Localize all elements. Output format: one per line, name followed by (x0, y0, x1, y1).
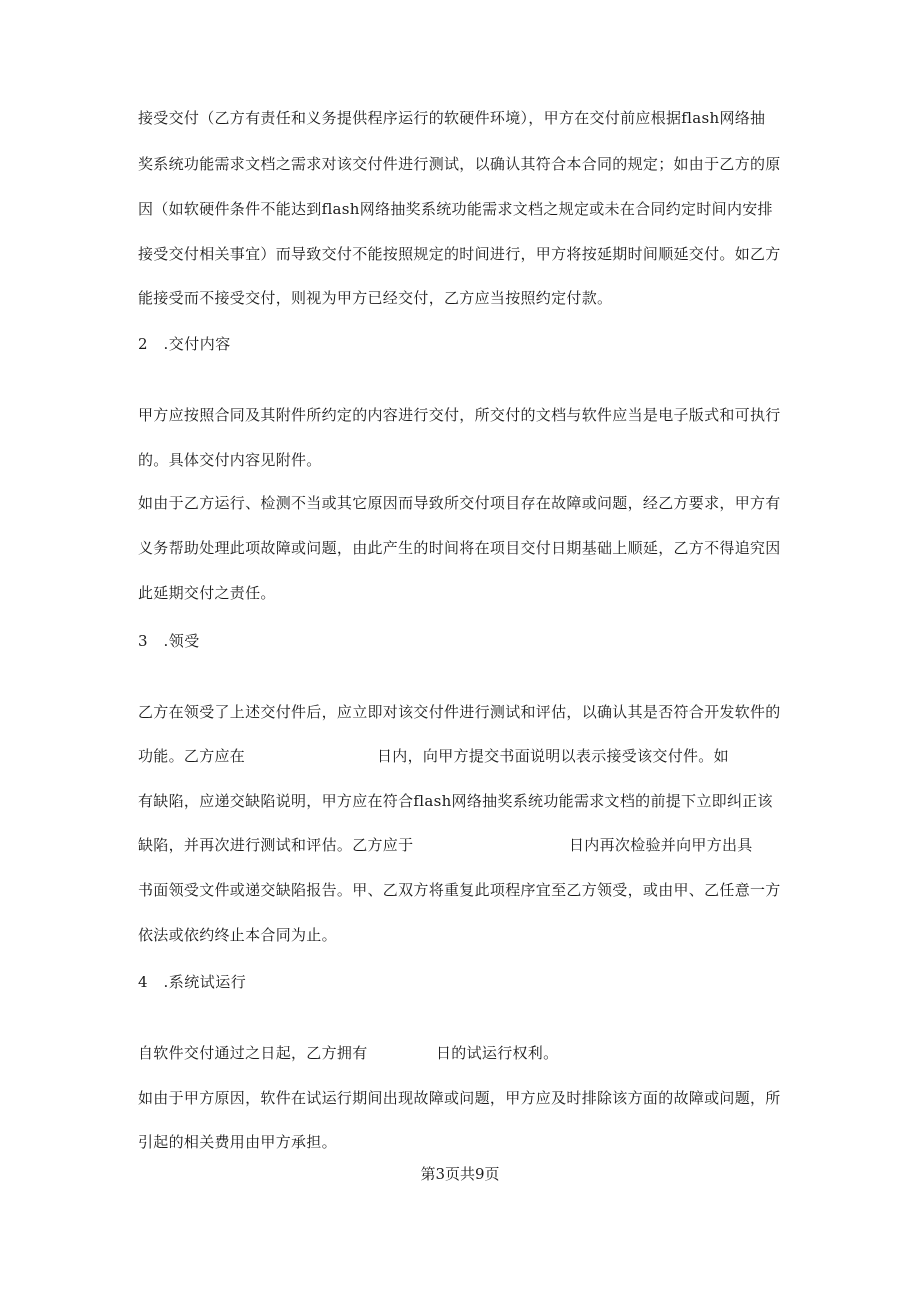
section-heading-delivery-content: 2 .交付内容 (138, 335, 231, 353)
paragraph-line: 接受交付相关事宜）而导致交付不能按照规定的时间进行，甲方将按延期时间顺延交付。如乙方 (138, 245, 781, 263)
paragraph-line: 引起的相关费用由甲方承担。 (138, 1133, 337, 1151)
section-heading-acceptance: 3 .领受 (138, 632, 200, 650)
paragraph-line: 义务帮助处理此项故障或问题，由此产生的时间将在项目交付日期基础上顺延，乙方不得追究因 (138, 539, 781, 557)
paragraph-line: 的。具体交付内容见附件。 (138, 451, 322, 469)
paragraph-line-part: 日的试运行权利。 (436, 1044, 559, 1062)
paragraph-line: 如由于乙方运行、检测不当或其它原因而导致所交付项目存在故障或问题，经乙方要求，甲方有 (138, 494, 781, 512)
paragraph-line: 奖系统功能需求文档之需求对该交付件进行测试，以确认其符合本合同的规定；如由于乙方的原 (138, 155, 781, 173)
paragraph-line: 乙方在领受了上述交付件后，应立即对该交付件进行测试和评估，以确认其是否符合开发软件的 (138, 703, 781, 721)
paragraph-line: 有缺陷，应递交缺陷说明，甲方应在符合flash网络抽奖系统功能需求文档的前提下立即纠正该 (138, 792, 773, 810)
paragraph-line-part: 自软件交付通过之日起，乙方拥有 (138, 1044, 368, 1062)
paragraph-line: 如由于甲方原因，软件在试运行期间出现故障或问题，甲方应及时排除该方面的故障或问题，所 (138, 1089, 781, 1107)
paragraph-line-part: 缺陷，并再次进行测试和评估。乙方应于 (138, 836, 414, 854)
paragraph-line-part: 日内再次检验并向甲方出具 (569, 836, 753, 854)
paragraph-line: 能接受而不接受交付，则视为甲方已经交付，乙方应当按照约定付款。 (138, 289, 613, 307)
paragraph-line: 因（如软硬件条件不能达到flash网络抽奖系统功能需求文档之规定或未在合同约定时间内安排 (138, 200, 773, 218)
paragraph-line: 依法或依约终止本合同为止。 (138, 926, 337, 944)
section-heading-trial-run: 4 .系统试运行 (138, 973, 247, 991)
paragraph-line: 此延期交付之责任。 (138, 584, 276, 602)
page-number: 第3页共9页 (420, 1165, 500, 1183)
paragraph-line: 接受交付（乙方有责任和义务提供程序运行的软硬件环境），甲方在交付前应根据flash网络抽 (138, 109, 766, 127)
paragraph-line-part: 日内，向甲方提交书面说明以表示接受该交付件。如 (377, 747, 729, 765)
paragraph-line-part: 功能。乙方应在 (138, 747, 246, 765)
paragraph-line: 甲方应按照合同及其附件所约定的内容进行交付，所交付的文档与软件应当是电子版式和可执行 (138, 406, 781, 424)
paragraph-line: 书面领受文件或递交缺陷报告。甲、乙双方将重复此项程序宜至乙方领受，或由甲、乙任意一方 (138, 881, 781, 899)
